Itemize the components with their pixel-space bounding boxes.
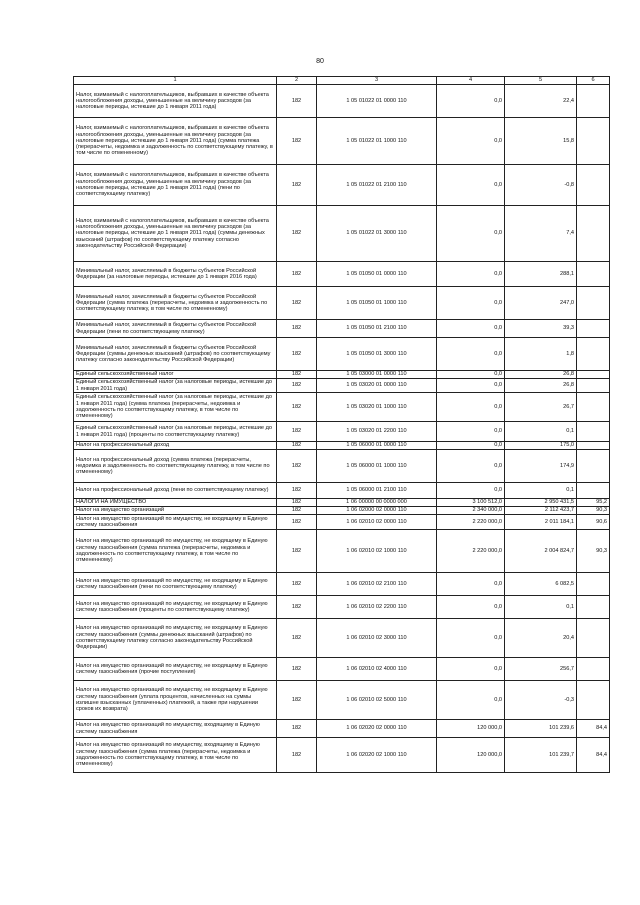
plan-amount-cell: 0,0 [437, 450, 505, 483]
percent-cell [577, 165, 610, 206]
plan-amount-cell: 0,0 [437, 287, 505, 320]
percent-cell: 84,4 [577, 720, 610, 738]
percent-cell [577, 619, 610, 658]
table-row [74, 530, 610, 573]
percent-cell: 84,4 [577, 738, 610, 773]
table-row [74, 165, 610, 206]
revenue-name-cell: Налог на имущество организаций по имуществу, не входящему в Единую систему газоснабжения (проценты по соответствующему платежу) [74, 596, 277, 619]
plan-amount-cell: 0,0 [437, 422, 505, 442]
column-header: 3 [317, 77, 437, 85]
plan-amount-cell: 120 000,0 [437, 738, 505, 773]
plan-amount-cell: 0,0 [437, 118, 505, 165]
admin-code-cell: 182 [277, 338, 317, 371]
fact-amount-cell: 0,1 [505, 422, 577, 442]
budget-code-cell: 1 05 03020 01 2200 110 [317, 422, 437, 442]
table-row [74, 658, 610, 681]
admin-code-cell: 182 [277, 85, 317, 118]
table-row [74, 320, 610, 338]
revenue-name-cell: Налог на имущество организаций по имуществу, не входящему в Единую систему газоснабжения (суммы денежных взысканий (штрафов) по соответствующему платежу согласно законодательству Российской Федерации) [74, 619, 277, 658]
revenue-name-cell: Налог, взимаемый с налогоплательщиков, выбравших в качестве объекта налогообложения доходы, уменьшенные на величину расходов (за налоговые периоды, истекшие до 1 января 2011 года) (сумма платежа (перерасчеты, недоимка и задолженность по соответствующему платежу, в том числе по отмененному) [74, 118, 277, 165]
budget-code-cell: 1 05 01050 01 0000 110 [317, 262, 437, 287]
plan-amount-cell: 0,0 [437, 619, 505, 658]
fact-amount-cell: 2 112 423,7 [505, 507, 577, 515]
revenue-name-cell: Минимальный налог, зачисляемый в бюджеты субъектов Российской Федерации (за налоговые периоды, истекшие до 1 января 2016 года) [74, 262, 277, 287]
fact-amount-cell: 2 004 824,7 [505, 530, 577, 573]
plan-amount-cell: 0,0 [437, 320, 505, 338]
plan-amount-cell: 0,0 [437, 262, 505, 287]
budget-revenue-table [73, 76, 610, 773]
admin-code-cell: 182 [277, 720, 317, 738]
plan-amount-cell: 0,0 [437, 393, 505, 422]
table-row [74, 422, 610, 442]
revenue-name-cell: Минимальный налог, зачисляемый в бюджеты субъектов Российской Федерации (сумма платежа (перерасчеты, недоимка и задолженность по соответствующему платежу, в том числе по отмененному) [74, 287, 277, 320]
revenue-name-cell: Налог на профессиональный доход [74, 442, 277, 450]
percent-cell: 90,3 [577, 530, 610, 573]
revenue-name-cell: Налог, взимаемый с налогоплательщиков, выбравших в качестве объекта налогообложения доходы, уменьшенные на величину расходов (за налоговые периоды, истекшие до 1 января 2011 года) (суммы денежных взысканий (штрафов) по соответствующему платежу согласно законодательству Российской Федерации) [74, 206, 277, 262]
plan-amount-cell: 0,0 [437, 338, 505, 371]
budget-code-cell: 1 06 02010 02 4000 110 [317, 658, 437, 681]
fact-amount-cell: 39,3 [505, 320, 577, 338]
budget-code-cell: 1 06 02020 02 1000 110 [317, 738, 437, 773]
table-row [74, 499, 610, 507]
revenue-name-cell: Налог, взимаемый с налогоплательщиков, выбравших в качестве объекта налогообложения доходы, уменьшенные на величину расходов (за налоговые периоды, истекшие до 1 января 2011 года) [74, 85, 277, 118]
percent-cell: 90,6 [577, 515, 610, 530]
table-row [74, 393, 610, 422]
column-number-row [74, 77, 610, 85]
budget-code-cell: 1 05 01050 01 3000 110 [317, 338, 437, 371]
revenue-name-cell: Налог на имущество организаций по имуществу, не входящему в Единую систему газоснабжения (сумма платежа (перерасчеты, недоимка и задолженность по соответствующему платежу, в том числе по отмененному) [74, 530, 277, 573]
budget-code-cell: 1 06 02010 02 2200 110 [317, 596, 437, 619]
revenue-name-cell: Налог, взимаемый с налогоплательщиков, выбравших в качестве объекта налогообложения доходы, уменьшенные на величину расходов (за налоговые периоды, истекшие до 1 января 2011 года) (пени по соответствующему платежу) [74, 165, 277, 206]
plan-amount-cell: 0,0 [437, 483, 505, 499]
admin-code-cell: 182 [277, 165, 317, 206]
budget-code-cell: 1 05 06000 01 2100 110 [317, 483, 437, 499]
table-row [74, 450, 610, 483]
plan-amount-cell: 0,0 [437, 596, 505, 619]
budget-code-cell: 1 06 02010 02 2100 110 [317, 573, 437, 596]
fact-amount-cell: 0,1 [505, 596, 577, 619]
budget-code-cell: 1 06 02010 02 0000 110 [317, 515, 437, 530]
percent-cell [577, 658, 610, 681]
admin-code-cell: 182 [277, 483, 317, 499]
percent-cell [577, 206, 610, 262]
budget-code-cell: 1 05 06000 01 1000 110 [317, 450, 437, 483]
revenue-name-cell: Налог на профессиональный доход (пени по соответствующему платежу) [74, 483, 277, 499]
plan-amount-cell: 2 220 000,0 [437, 530, 505, 573]
percent-cell [577, 393, 610, 422]
percent-cell: 95,2 [577, 499, 610, 507]
budget-code-cell: 1 05 01050 01 1000 110 [317, 287, 437, 320]
percent-cell [577, 371, 610, 379]
fact-amount-cell: 15,8 [505, 118, 577, 165]
admin-code-cell: 182 [277, 287, 317, 320]
percent-cell [577, 442, 610, 450]
revenue-name-cell: Единый сельскохозяйственный налог (за налоговые периоды, истекшие до 1 января 2011 года) (проценты по соответствующему платежу) [74, 422, 277, 442]
revenue-name-cell: Единый сельскохозяйственный налог (за налоговые периоды, истекшие до 1 января 2011 года) [74, 379, 277, 393]
fact-amount-cell: 26,8 [505, 379, 577, 393]
revenue-name-cell: Налог на профессиональный доход (сумма платежа (перерасчеты, недоимка и задолженность по соответствующему платежу, в том числе по отмененному) [74, 450, 277, 483]
percent-cell [577, 118, 610, 165]
budget-code-cell: 1 06 02010 02 3000 110 [317, 619, 437, 658]
admin-code-cell: 182 [277, 206, 317, 262]
fact-amount-cell: 26,7 [505, 393, 577, 422]
plan-amount-cell: 0,0 [437, 573, 505, 596]
admin-code-cell: 182 [277, 619, 317, 658]
percent-cell [577, 422, 610, 442]
revenue-name-cell: Минимальный налог, зачисляемый в бюджеты субъектов Российской Федерации (пени по соответствующему платежу) [74, 320, 277, 338]
table-row [74, 442, 610, 450]
plan-amount-cell: 120 000,0 [437, 720, 505, 738]
table-row [74, 596, 610, 619]
percent-cell [577, 379, 610, 393]
percent-cell [577, 287, 610, 320]
plan-amount-cell: 0,0 [437, 206, 505, 262]
fact-amount-cell: 101 239,7 [505, 738, 577, 773]
admin-code-cell: 182 [277, 442, 317, 450]
percent-cell [577, 681, 610, 720]
plan-amount-cell: 2 340 000,0 [437, 507, 505, 515]
revenue-name-cell: Налог на имущество организаций по имуществу, не входящему в Единую систему газоснабжения (уплата процентов, начисленных на суммы излишне взысканных (уплаченных) платежей, а также при нарушении сроков их возврата) [74, 681, 277, 720]
percent-cell [577, 85, 610, 118]
fact-amount-cell: 0,1 [505, 483, 577, 499]
percent-cell [577, 483, 610, 499]
plan-amount-cell: 3 100 512,0 [437, 499, 505, 507]
table-row [74, 206, 610, 262]
revenue-name-cell: Налог на имущество организаций по имуществу, не входящему в Единую систему газоснабжения [74, 515, 277, 530]
admin-code-cell: 182 [277, 262, 317, 287]
percent-cell [577, 596, 610, 619]
table-row [74, 338, 610, 371]
admin-code-cell: 182 [277, 118, 317, 165]
admin-code-cell: 182 [277, 371, 317, 379]
page-number: 80 [316, 58, 324, 65]
table-row [74, 619, 610, 658]
plan-amount-cell: 0,0 [437, 85, 505, 118]
admin-code-cell: 182 [277, 738, 317, 773]
budget-code-cell: 1 05 01022 01 1000 110 [317, 118, 437, 165]
percent-cell [577, 573, 610, 596]
admin-code-cell: 182 [277, 499, 317, 507]
revenue-name-cell: Налог на имущество организаций по имуществу, входящему в Единую систему газоснабжения [74, 720, 277, 738]
fact-amount-cell: 256,7 [505, 658, 577, 681]
fact-amount-cell: 288,1 [505, 262, 577, 287]
admin-code-cell: 182 [277, 379, 317, 393]
admin-code-cell: 182 [277, 515, 317, 530]
fact-amount-cell: 101 239,6 [505, 720, 577, 738]
revenue-name-cell: Налог на имущество организаций по имуществу, не входящему в Единую систему газоснабжения (пени по соответствующему платежу) [74, 573, 277, 596]
revenue-name-cell: Налог на имущество организаций по имуществу, входящему в Единую систему газоснабжения (сумма платежа (перерасчеты, недоимка и задолженность по соответствующему платежу, в том числе по отмененному) [74, 738, 277, 773]
fact-amount-cell: -0,3 [505, 681, 577, 720]
fact-amount-cell: 174,9 [505, 450, 577, 483]
revenue-name-cell: Единый сельскохозяйственный налог [74, 371, 277, 379]
budget-code-cell: 1 05 01022 01 3000 110 [317, 206, 437, 262]
column-header: 4 [437, 77, 505, 85]
plan-amount-cell: 2 220 000,0 [437, 515, 505, 530]
plan-amount-cell: 0,0 [437, 681, 505, 720]
fact-amount-cell: 175,0 [505, 442, 577, 450]
budget-code-cell: 1 06 00000 00 0000 000 [317, 499, 437, 507]
fact-amount-cell: 2 011 184,1 [505, 515, 577, 530]
table-row [74, 483, 610, 499]
revenue-name-cell: Налог на имущество организаций по имуществу, не входящему в Единую систему газоснабжения (прочие поступления) [74, 658, 277, 681]
budget-code-cell: 1 05 01022 01 0000 110 [317, 85, 437, 118]
admin-code-cell: 182 [277, 658, 317, 681]
table-row [74, 507, 610, 515]
column-header: 6 [577, 77, 610, 85]
fact-amount-cell: 1,8 [505, 338, 577, 371]
table-row [74, 720, 610, 738]
percent-cell [577, 262, 610, 287]
column-header: 2 [277, 77, 317, 85]
plan-amount-cell: 0,0 [437, 371, 505, 379]
budget-code-cell: 1 05 03020 01 0000 110 [317, 379, 437, 393]
admin-code-cell: 182 [277, 530, 317, 573]
percent-cell [577, 320, 610, 338]
revenue-name-cell: Налог на имущество организаций [74, 507, 277, 515]
percent-cell [577, 450, 610, 483]
fact-amount-cell: -0,8 [505, 165, 577, 206]
table-row [74, 262, 610, 287]
fact-amount-cell: 247,0 [505, 287, 577, 320]
table-row [74, 738, 610, 773]
fact-amount-cell: 20,4 [505, 619, 577, 658]
admin-code-cell: 182 [277, 422, 317, 442]
revenue-name-cell: НАЛОГИ НА ИМУЩЕСТВО [74, 499, 277, 507]
admin-code-cell: 182 [277, 507, 317, 515]
fact-amount-cell: 2 950 431,5 [505, 499, 577, 507]
column-header: 1 [74, 77, 277, 85]
column-header: 5 [505, 77, 577, 85]
budget-code-cell: 1 06 02020 02 0000 110 [317, 720, 437, 738]
table-row [74, 681, 610, 720]
plan-amount-cell: 0,0 [437, 165, 505, 206]
percent-cell: 90,3 [577, 507, 610, 515]
budget-code-cell: 1 06 02010 02 1000 110 [317, 530, 437, 573]
table-row [74, 85, 610, 118]
table-row [74, 379, 610, 393]
plan-amount-cell: 0,0 [437, 379, 505, 393]
fact-amount-cell: 6 082,5 [505, 573, 577, 596]
admin-code-cell: 182 [277, 393, 317, 422]
fact-amount-cell: 26,8 [505, 371, 577, 379]
table-row [74, 515, 610, 530]
revenue-name-cell: Минимальный налог, зачисляемый в бюджеты субъектов Российской Федерации (суммы денежных взысканий (штрафов) по соответствующему платежу согласно законодательству Российской Федерации) [74, 338, 277, 371]
revenue-name-cell: Единый сельскохозяйственный налог (за налоговые периоды, истекшие до 1 января 2011 года) (сумма платежа (перерасчеты, недоимка и задолженность по соответствующему платежу, в том числе по отмененному) [74, 393, 277, 422]
admin-code-cell: 182 [277, 596, 317, 619]
budget-code-cell: 1 05 06000 01 0000 110 [317, 442, 437, 450]
table-row [74, 287, 610, 320]
plan-amount-cell: 0,0 [437, 658, 505, 681]
table-row [74, 118, 610, 165]
budget-code-cell: 1 05 03000 01 0000 110 [317, 371, 437, 379]
budget-code-cell: 1 05 03020 01 1000 110 [317, 393, 437, 422]
admin-code-cell: 182 [277, 681, 317, 720]
fact-amount-cell: 7,4 [505, 206, 577, 262]
admin-code-cell: 182 [277, 320, 317, 338]
admin-code-cell: 182 [277, 450, 317, 483]
plan-amount-cell: 0,0 [437, 442, 505, 450]
table-row [74, 371, 610, 379]
percent-cell [577, 338, 610, 371]
table-row [74, 573, 610, 596]
budget-code-cell: 1 06 02000 02 0000 110 [317, 507, 437, 515]
admin-code-cell: 182 [277, 573, 317, 596]
fact-amount-cell: 22,4 [505, 85, 577, 118]
budget-code-cell: 1 06 02010 02 5000 110 [317, 681, 437, 720]
budget-code-cell: 1 05 01022 01 2100 110 [317, 165, 437, 206]
budget-code-cell: 1 05 01050 01 2100 110 [317, 320, 437, 338]
